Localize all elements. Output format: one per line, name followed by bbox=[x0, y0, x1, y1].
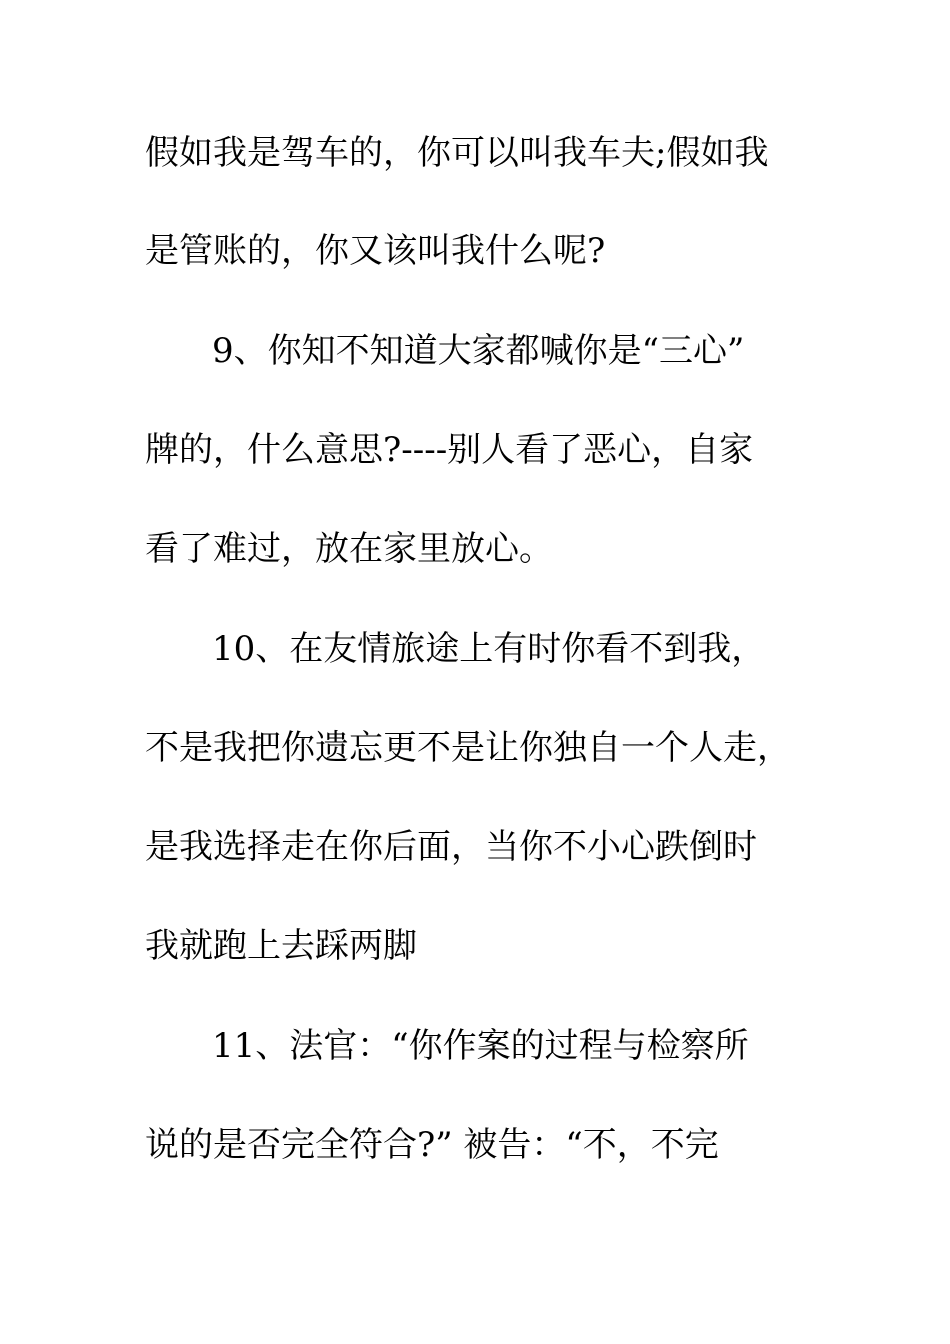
text-line-11: 说的是否完全符合?” 被告：“不，不完 bbox=[145, 1125, 719, 1165]
text-line-3: 9、你知不知道大家都喊你是“三心” bbox=[212, 331, 745, 371]
text-line-2: 是管账的，你又该叫我什么呢? bbox=[145, 231, 606, 271]
text-line-7: 不是我把你遗忘更不是让你独自一个人走， bbox=[145, 728, 791, 768]
text-line-6: 10、在友情旅途上有时你看不到我， bbox=[212, 629, 766, 669]
text-line-5: 看了难过，放在家里放心。 bbox=[145, 529, 553, 569]
text-line-4: 牌的，什么意思?----别人看了恶心，自家 bbox=[145, 430, 754, 470]
text-line-10: 11、法官：“你作案的过程与检察所 bbox=[212, 1026, 749, 1066]
text-line-8: 是我选择走在你后面，当你不小心跌倒时 bbox=[145, 827, 757, 867]
text-line-9: 我就跑上去踩两脚 bbox=[145, 926, 417, 966]
text-line-1: 假如我是驾车的，你可以叫我车夫;假如我 bbox=[145, 133, 769, 173]
